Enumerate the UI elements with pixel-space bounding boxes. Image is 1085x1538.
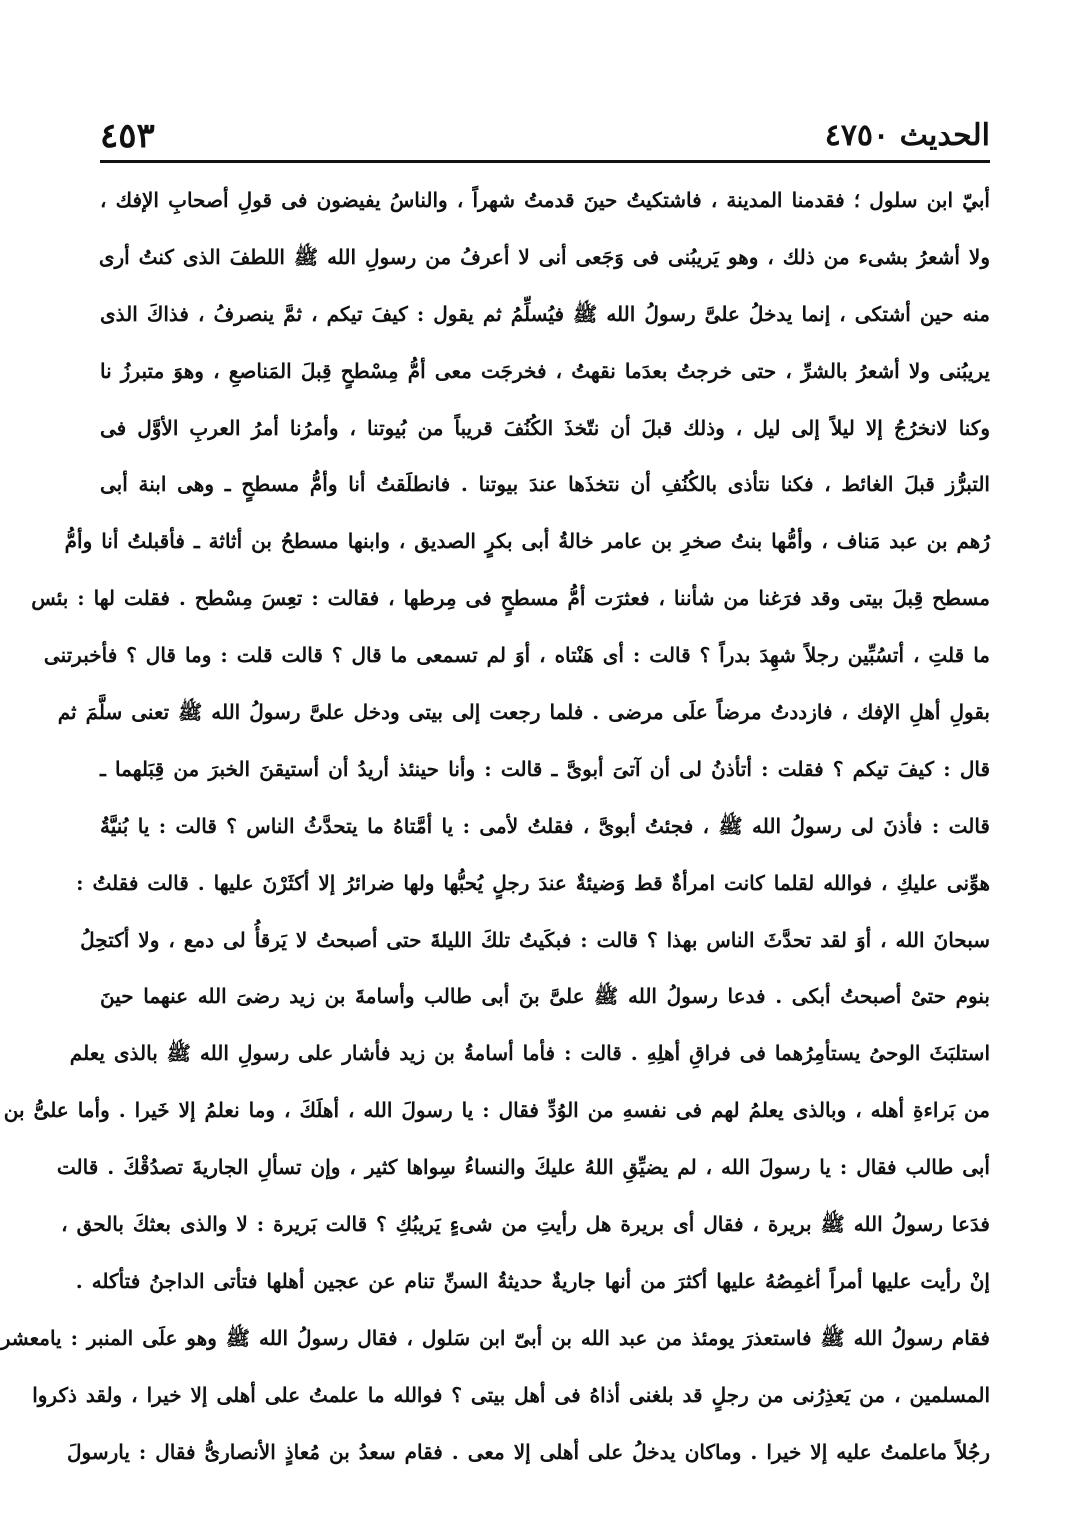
text-line: رجُلاً ماعلمتُ عليه إلا خيرا . وماكان يدخلُ على أهلى إلا معى . فقام سعدُ بن مُعاذٍ الأنصارىُّ فقال : يارسولَ (66, 1439, 990, 1464)
text-line: بقولِ أهلِ الإفك ، فازددتُ مرضاً علَى مرضى . فلما رجعت إلى بيتى ودخل علىَّ رسولُ الله ﷺ تعنى سلَّمَ ثم (57, 700, 990, 725)
text-line: أبيّ ابن سلول ؛ فقدمنا المدينة ، فاشتكيتُ حينَ قدمتُ شهراً ، والناسُ يفيضون فى قولِ أصحابِ الإفك ، (100, 188, 990, 212)
running-head-title: الحديث ٤٧٥٠ (824, 118, 990, 153)
text-line: فقام رسولُ الله ﷺ فاستعذرَ يومئذ من عبد الله بن أبىّ ابن سَلول ، فقال رسولُ الله ﷺ وهو علَى المنبر : يامعشر (0, 1325, 990, 1350)
text-line: هوِّنى عليكِ ، فوالله لقلما كانت امرأةٌ قط وَضيئةٌ عندَ رجلٍ يُحبُّها ولها ضرائرُ إلا أكثَرْنَ عليها . قالت فقلتُ : (76, 870, 990, 895)
text-line: أبى طالب فقال : يا رسولَ الله ، لم يضيِّقِ اللهُ عليكَ والنساءُ سِواها كثير ، وإن تسألِ الجاريةَ تصدُقْكَ . قالت (56, 1155, 990, 1180)
header-rule (100, 160, 990, 163)
text-line: منه حين أشتكى ، إنما يدخلُ علىَّ رسولُ الله ﷺ فيُسلِّمُ ثم يقول : كيفَ تيكم ، ثمَّ ينصرفُ ، فذاكَ الذى (100, 301, 990, 326)
text-line: مسطح قِبلَ بيتى وقد فرَغنا من شأننا ، فعثرَت أمُّ مسطحٍ فى مِرطها ، فقالت : تعِسَ مِسْطح . فقلت لها : بئس (31, 586, 990, 611)
text-line: قال : كيفَ تيكم ؟ فقلت : أتأذنُ لى أن آتىَ أبوىَّ ـ قالت : وأنا حينئذ أريدُ أن أستيقنَ الخبرَ من قِبَلهما ـ (100, 756, 990, 781)
text-line: المسلمين ، من يَعذِرُنى من رجلٍ قد بلغنى أذاهُ فى أهل بيتى ؟ فوالله ما علمتُ على أهلى إلا خيرا ، ولقد ذكروا (32, 1382, 990, 1407)
text-line: فدَعا رسولُ الله ﷺ بريرة ، فقال أى بريرة هل رأيتِ من شىءٍ يَريبُكِ ؟ قالت بَريرة : لا والذى بعثكَ بالحق ، (61, 1212, 990, 1237)
text-line: وكنا لانخرُجُ إلا ليلاً إلى ليل ، وذلك قبلَ أن نتّخذَ الكُنُفَ قريباً من بُيوتنا ، وأمرُنا أمرُ العربِ الأوَّل فى (100, 415, 990, 440)
main-text (0, 172, 990, 1480)
text-line: التبرُّز قبلَ الغائط ، فكنا نتأذى بالكُنُفِ أن نتخذَها عندَ بيوتنا . فانطلَقتُ أنا وأمُّ مسطحٍ ـ وهى ابنة أبى (100, 472, 990, 497)
text-line: استلبَثَ الوحىُ يستأمِرُهما فى فراقِ أهلِهِ . قالت : فأما أسامةُ بن زيد فأشار على رسولِ الله ﷺ بالذى يعلم (69, 1041, 990, 1066)
text-line: بنوم حتىْ أصبحتُ أبكى . فدعا رسولُ الله ﷺ علىَّ بنَ أبى طالب وأسامةَ بن زيد رضىَ الله عنهما حينَ (100, 984, 990, 1009)
text-line: قالت : فأذنَ لى رسولُ الله ﷺ ، فجئتُ أبوىَّ ، فقلتُ لأمى : يا أمَّتاهُ ما يتحدَّثُ الناس ؟ قالت : يا بُنيَّةُ (100, 813, 990, 838)
text-line: من بَراءةِ أهله ، وبالذى يعلمُ لهم فى نفسهِ من الوُدِّ فقال : يا رسولَ الله ، أهلَكَ ، وما نعلمُ إلا خَيرا . وأما علىُّ بن (3, 1098, 990, 1123)
text-line: سبحانَ الله ، أوَ لقد تحدَّثَ الناس بهذا ؟ قالت : فبكَيتُ تلكَ الليلةَ حتى أصبحتُ لا يَرقأُ لى دمع ، ولا أكتحِلُ (80, 927, 990, 952)
text-line: رُهم بن عبد مَناف ، وأمُّها بنتُ صخرِ بن عامر خالةُ أبى بكرٍ الصديق ، وابنها مسطحُ بن أثاثة ـ فأقبلتُ أنا وأمُّ (64, 529, 990, 554)
text-line: يريبُنى ولا أشعرُ بالشرِّ ، حتى خرجتُ بعدَما نقهتُ ، فخرجَت معى أمُّ مِسْطحٍ قِبلَ المَناصعِ ، وهوَ متبرزُ نا (100, 358, 990, 383)
text-line: ما قلتِ ، أتسُبِّين رجلاً شهِدَ بدراً ؟ قالت : أى هَنْتاه ، أوَ لم تسمعى ما قال ؟ قالت قلت : وما قال ؟ فأخبرتنى (43, 643, 990, 668)
text-line: ولا أشعرُ بشىء من ذلك ، وهو يَريبُنى فى وَجَعى أنى لا أعرفُ من رسولِ الله ﷺ اللطفَ الذى كنتُ أرى (98, 244, 990, 269)
page-header (100, 112, 990, 160)
page-number: ٤٥٣ (100, 116, 155, 156)
text-line: إنْ رأيت عليها أمراً أغمِصُهُ عليها أكثرَ من أنها جاريةٌ حديثةُ السنِّ تنام عن عجين أهلها فتأتى الداجنُ فتأكله . (75, 1268, 990, 1293)
